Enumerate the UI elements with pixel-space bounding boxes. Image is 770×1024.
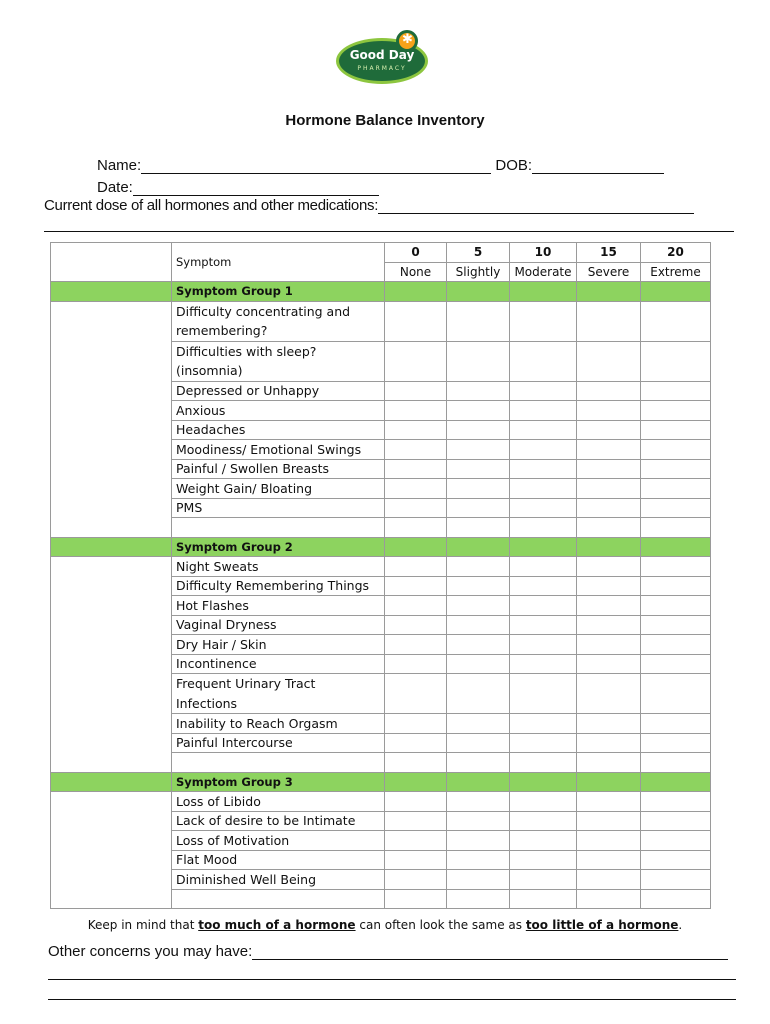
score-cell[interactable] <box>447 811 510 831</box>
group-score-cell <box>510 537 577 557</box>
group-score-cell <box>385 537 447 557</box>
score-cell[interactable] <box>641 792 711 812</box>
score-cell[interactable] <box>385 596 447 616</box>
dose-field-continued[interactable] <box>44 231 734 232</box>
score-cell[interactable] <box>510 518 577 538</box>
score-cell[interactable] <box>510 401 577 421</box>
score-cell[interactable] <box>577 831 641 851</box>
score-cell[interactable] <box>641 479 711 499</box>
group-score-cell <box>641 772 711 792</box>
score-cell[interactable] <box>641 420 711 440</box>
score-cell[interactable] <box>577 381 641 401</box>
note-emphasis-2: too little of a hormone <box>525 918 679 932</box>
symptom-label: Night Sweats <box>172 557 385 577</box>
score-cell[interactable] <box>641 301 711 341</box>
scale-value-15: 15 <box>577 243 641 263</box>
score-cell[interactable] <box>641 635 711 655</box>
other-concerns-line <box>48 943 728 960</box>
symptom-label: Moodiness/ Emotional Swings <box>172 440 385 460</box>
page-title: Hormone Balance Inventory <box>285 112 485 129</box>
score-cell[interactable] <box>385 420 447 440</box>
note-text-3: . <box>678 918 683 932</box>
group-header-row <box>51 772 711 792</box>
score-cell[interactable] <box>447 792 510 812</box>
group-score-cell <box>447 537 510 557</box>
score-cell[interactable] <box>385 381 447 401</box>
score-cell[interactable] <box>577 811 641 831</box>
dose-field[interactable] <box>378 199 694 214</box>
table-header-values <box>51 243 711 263</box>
score-cell[interactable] <box>447 889 510 909</box>
score-cell[interactable] <box>385 341 447 381</box>
score-cell[interactable] <box>641 850 711 870</box>
score-cell[interactable] <box>447 674 510 714</box>
score-cell[interactable] <box>447 733 510 753</box>
score-cell[interactable] <box>577 341 641 381</box>
table-row <box>51 557 711 577</box>
group-score-cell <box>577 282 641 302</box>
symptom-label: Depressed or Unhappy <box>172 381 385 401</box>
score-cell[interactable] <box>577 576 641 596</box>
score-cell[interactable] <box>510 654 577 674</box>
score-cell[interactable] <box>447 714 510 734</box>
scale-value-20: 20 <box>641 243 711 263</box>
score-cell[interactable] <box>510 635 577 655</box>
score-cell[interactable] <box>641 674 711 714</box>
symptom-label: Headaches <box>172 420 385 440</box>
score-cell[interactable] <box>577 615 641 635</box>
score-cell[interactable] <box>385 850 447 870</box>
symptom-label: Vaginal Dryness <box>172 615 385 635</box>
date-field[interactable] <box>133 181 379 196</box>
score-cell[interactable] <box>447 341 510 381</box>
score-cell[interactable] <box>641 401 711 421</box>
group-lead-cell <box>51 282 172 302</box>
score-cell[interactable] <box>577 674 641 714</box>
group-score-cell <box>510 772 577 792</box>
other-concerns-field[interactable] <box>252 945 728 960</box>
score-cell[interactable] <box>385 479 447 499</box>
score-cell[interactable] <box>577 850 641 870</box>
symptom-label: Painful / Swollen Breasts <box>172 459 385 479</box>
score-cell[interactable] <box>577 870 641 890</box>
scale-label-20: Extreme <box>641 262 711 282</box>
symptom-label: Dry Hair / Skin <box>172 635 385 655</box>
score-cell[interactable] <box>447 420 510 440</box>
score-cell[interactable] <box>577 596 641 616</box>
score-cell[interactable] <box>385 733 447 753</box>
scale-value-10: 10 <box>510 243 577 263</box>
score-cell[interactable] <box>385 753 447 773</box>
dose-label: Current dose of all hormones and other medications: <box>44 197 379 214</box>
table-row <box>51 301 711 341</box>
score-cell[interactable] <box>447 401 510 421</box>
score-cell[interactable] <box>510 459 577 479</box>
table-row <box>51 792 711 812</box>
score-cell[interactable] <box>510 341 577 381</box>
score-cell[interactable] <box>510 479 577 499</box>
group-score-cell <box>447 282 510 302</box>
score-cell[interactable] <box>577 714 641 734</box>
score-cell[interactable] <box>385 792 447 812</box>
score-cell[interactable] <box>385 576 447 596</box>
score-cell[interactable] <box>447 518 510 538</box>
score-cell[interactable] <box>510 714 577 734</box>
group-score-cell <box>641 537 711 557</box>
symptom-label: PMS <box>172 498 385 518</box>
group-side-cell <box>51 557 172 773</box>
scale-value-5: 5 <box>447 243 510 263</box>
note-emphasis-1: too much of a hormone <box>198 918 356 932</box>
score-cell[interactable] <box>385 401 447 421</box>
symptom-label: Flat Mood <box>172 850 385 870</box>
score-cell[interactable] <box>510 440 577 460</box>
group-score-cell <box>385 772 447 792</box>
score-cell[interactable] <box>641 498 711 518</box>
symptom-label: Diminished Well Being <box>172 870 385 890</box>
score-cell[interactable] <box>641 557 711 577</box>
score-cell[interactable] <box>577 420 641 440</box>
score-cell[interactable] <box>385 870 447 890</box>
score-cell[interactable] <box>447 576 510 596</box>
score-cell[interactable] <box>447 635 510 655</box>
group-title: Symptom Group 2 <box>172 537 385 557</box>
symptom-label: Hot Flashes <box>172 596 385 616</box>
group-header-row <box>51 282 711 302</box>
score-cell[interactable] <box>577 459 641 479</box>
group-score-cell <box>577 537 641 557</box>
group-lead-cell <box>51 537 172 557</box>
symptom-label-blank <box>172 518 385 538</box>
score-cell[interactable] <box>510 615 577 635</box>
dob-label: DOB: <box>495 157 533 174</box>
score-cell[interactable] <box>510 674 577 714</box>
symptom-label: Weight Gain/ Bloating <box>172 479 385 499</box>
name-field[interactable] <box>141 159 491 174</box>
group-title: Symptom Group 1 <box>172 282 385 302</box>
score-cell[interactable] <box>510 811 577 831</box>
score-cell[interactable] <box>385 615 447 635</box>
score-cell[interactable] <box>577 401 641 421</box>
score-cell[interactable] <box>385 301 447 341</box>
score-cell[interactable] <box>510 753 577 773</box>
group-title: Symptom Group 3 <box>172 772 385 792</box>
scale-label-15: Severe <box>577 262 641 282</box>
score-cell[interactable] <box>641 518 711 538</box>
symptom-label: Lack of desire to be Intimate <box>172 811 385 831</box>
group-side-cell <box>51 301 172 537</box>
date-label: Date: <box>97 179 133 196</box>
symptom-label: Difficulty Remembering Things <box>172 576 385 596</box>
note-text-1: Keep in mind that <box>87 918 199 932</box>
group-lead-cell <box>51 772 172 792</box>
score-cell[interactable] <box>510 557 577 577</box>
note-text-2: can often look the same as <box>355 918 526 932</box>
score-cell[interactable] <box>641 831 711 851</box>
score-cell[interactable] <box>641 381 711 401</box>
score-cell[interactable] <box>641 753 711 773</box>
score-cell[interactable] <box>447 498 510 518</box>
score-cell[interactable] <box>447 440 510 460</box>
score-cell[interactable] <box>641 440 711 460</box>
name-dob-line <box>97 157 664 174</box>
header-blank-cell <box>51 243 172 282</box>
scale-value-0: 0 <box>385 243 447 263</box>
scale-label-0: None <box>385 262 447 282</box>
score-cell[interactable] <box>447 615 510 635</box>
symptom-label: Incontinence <box>172 654 385 674</box>
score-cell[interactable] <box>641 733 711 753</box>
score-cell[interactable] <box>447 557 510 577</box>
score-cell[interactable] <box>447 479 510 499</box>
dose-line <box>44 197 694 214</box>
score-cell[interactable] <box>577 792 641 812</box>
symptom-label: Painful Intercourse <box>172 733 385 753</box>
score-cell[interactable] <box>447 301 510 341</box>
dob-field[interactable] <box>532 159 664 174</box>
score-cell[interactable] <box>641 889 711 909</box>
symptom-table <box>50 242 711 909</box>
group-score-cell <box>510 282 577 302</box>
score-cell[interactable] <box>510 870 577 890</box>
other-concerns-label: Other concerns you may have: <box>48 943 253 960</box>
score-cell[interactable] <box>641 811 711 831</box>
score-cell[interactable] <box>510 420 577 440</box>
score-cell[interactable] <box>577 557 641 577</box>
scale-label-5: Slightly <box>447 262 510 282</box>
score-cell[interactable] <box>641 459 711 479</box>
score-cell[interactable] <box>577 479 641 499</box>
score-cell[interactable] <box>385 889 447 909</box>
other-concerns-line-2[interactable] <box>48 979 736 980</box>
group-side-cell <box>51 792 172 909</box>
score-cell[interactable] <box>510 576 577 596</box>
group-score-cell <box>385 282 447 302</box>
score-cell[interactable] <box>385 674 447 714</box>
hormone-note <box>0 918 770 932</box>
group-score-cell <box>641 282 711 302</box>
pharmacy-logo <box>336 28 428 86</box>
score-cell[interactable] <box>641 870 711 890</box>
symptom-label: Difficulties with sleep? (insomnia) <box>172 341 385 381</box>
score-cell[interactable] <box>385 811 447 831</box>
score-cell[interactable] <box>447 831 510 851</box>
scale-label-10: Moderate <box>510 262 577 282</box>
score-cell[interactable] <box>385 557 447 577</box>
group-score-cell <box>577 772 641 792</box>
symptom-label: Frequent Urinary Tract Infections <box>172 674 385 714</box>
score-cell[interactable] <box>510 792 577 812</box>
score-cell[interactable] <box>577 889 641 909</box>
score-cell[interactable] <box>385 831 447 851</box>
score-cell[interactable] <box>447 654 510 674</box>
score-cell[interactable] <box>447 459 510 479</box>
score-cell[interactable] <box>385 440 447 460</box>
score-cell[interactable] <box>577 654 641 674</box>
logo-line1: Good Day <box>349 48 415 62</box>
group-header-row <box>51 537 711 557</box>
score-cell[interactable] <box>385 498 447 518</box>
score-cell[interactable] <box>641 341 711 381</box>
score-cell[interactable] <box>577 440 641 460</box>
score-cell[interactable] <box>385 654 447 674</box>
score-cell[interactable] <box>577 635 641 655</box>
score-cell[interactable] <box>447 850 510 870</box>
score-cell[interactable] <box>641 576 711 596</box>
symptom-label: Loss of Libido <box>172 792 385 812</box>
score-cell[interactable] <box>577 518 641 538</box>
score-cell[interactable] <box>641 596 711 616</box>
score-cell[interactable] <box>510 850 577 870</box>
symptom-label: Inability to Reach Orgasm <box>172 714 385 734</box>
symptom-label: Loss of Motivation <box>172 831 385 851</box>
score-cell[interactable] <box>577 301 641 341</box>
score-cell[interactable] <box>510 831 577 851</box>
score-cell[interactable] <box>510 381 577 401</box>
group-score-cell <box>447 772 510 792</box>
symptom-label: Difficulty concentrating and remembering? <box>172 301 385 341</box>
score-cell[interactable] <box>385 635 447 655</box>
score-cell[interactable] <box>385 714 447 734</box>
score-cell[interactable] <box>510 498 577 518</box>
score-cell[interactable] <box>577 498 641 518</box>
score-cell[interactable] <box>577 733 641 753</box>
score-cell[interactable] <box>510 301 577 341</box>
symptom-header: Symptom <box>172 243 385 282</box>
logo-line2: PHARMACY <box>357 65 407 72</box>
score-cell[interactable] <box>510 889 577 909</box>
score-cell[interactable] <box>447 753 510 773</box>
name-label: Name: <box>97 157 142 174</box>
score-cell[interactable] <box>447 381 510 401</box>
other-concerns-line-3[interactable] <box>48 999 736 1000</box>
score-cell[interactable] <box>641 714 711 734</box>
score-cell[interactable] <box>385 459 447 479</box>
score-cell[interactable] <box>447 870 510 890</box>
date-line <box>97 179 379 196</box>
symptom-label-blank <box>172 889 385 909</box>
score-cell[interactable] <box>447 596 510 616</box>
score-cell[interactable] <box>510 596 577 616</box>
score-cell[interactable] <box>510 733 577 753</box>
symptom-label: Anxious <box>172 401 385 421</box>
symptom-label-blank <box>172 753 385 773</box>
score-cell[interactable] <box>641 615 711 635</box>
score-cell[interactable] <box>641 654 711 674</box>
score-cell[interactable] <box>577 753 641 773</box>
score-cell[interactable] <box>385 518 447 538</box>
